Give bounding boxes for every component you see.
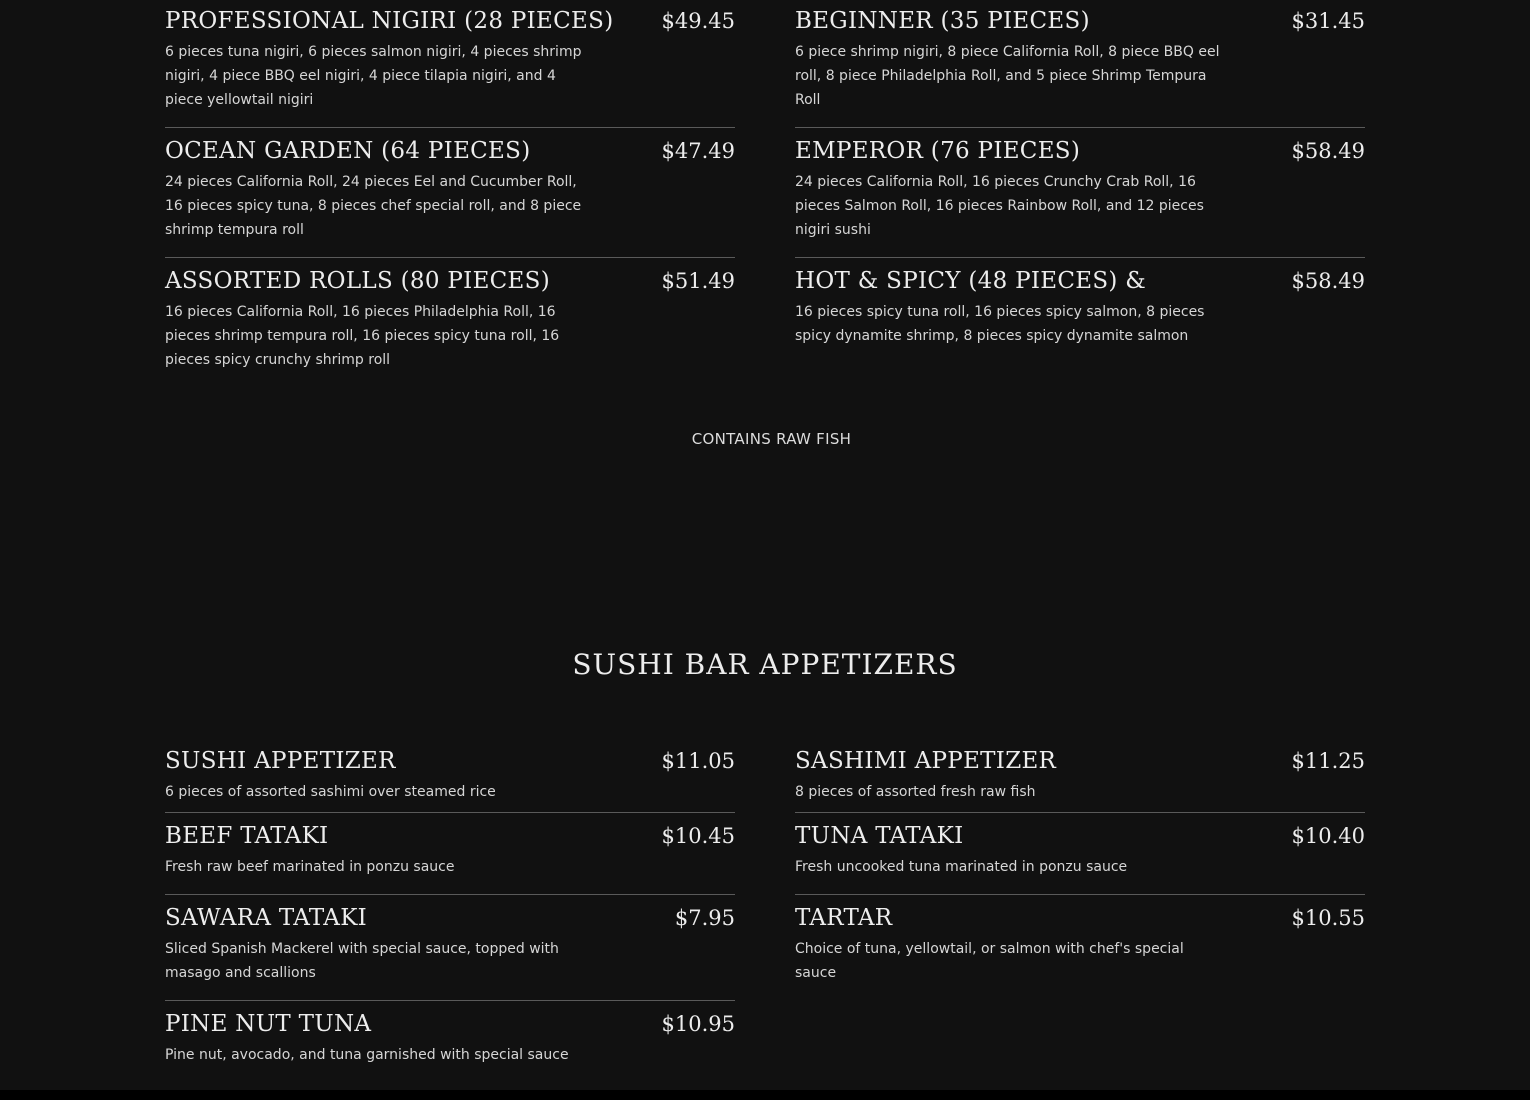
item-name: HOT & SPICY (48 PIECES) & <box>795 268 1147 294</box>
section-title: SUSHI BAR APPETIZERS <box>572 648 958 681</box>
item-description: 24 pieces California Roll, 24 pieces Eel and Cucumber Roll, 16 pieces spicy tuna, 8 pieces chef special roll, and 8 piece shrimp tempura roll <box>165 174 582 238</box>
footer-bar <box>0 1090 1530 1100</box>
item-price: $31.45 <box>1291 9 1365 33</box>
menu-item <box>165 0 735 128</box>
item-name: PROFESSIONAL NIGIRI (28 PIECES) <box>165 8 614 34</box>
item-name: TARTAR <box>795 905 893 931</box>
item-price: $58.49 <box>1291 139 1365 163</box>
item-name: TUNA TATAKI <box>795 823 964 849</box>
item-description: Fresh raw beef marinated in ponzu sauce <box>165 859 455 875</box>
item-description: 6 pieces tuna nigiri, 6 pieces salmon nigiri, 4 pieces shrimp nigiri, 4 piece BBQ eel nigiri, 4 piece tilapia nigiri, and 4 piece yellowtail nigiri <box>165 44 582 108</box>
combo-column-left <box>165 0 735 372</box>
menu-item <box>165 813 735 895</box>
item-price: $49.45 <box>661 9 735 33</box>
item-price: $58.49 <box>1291 269 1365 293</box>
item-name: SASHIMI APPETIZER <box>795 748 1057 774</box>
item-price: $47.49 <box>661 139 735 163</box>
item-name: BEGINNER (35 PIECES) <box>795 8 1090 34</box>
menu-item <box>165 1001 735 1067</box>
item-price: $10.55 <box>1291 906 1365 930</box>
appetizer-column-right <box>795 738 1365 985</box>
appetizer-column-left <box>165 738 735 1067</box>
item-description: Choice of tuna, yellowtail, or salmon with chef's special sauce <box>795 941 1184 981</box>
menu-item <box>795 895 1365 985</box>
item-description: Sliced Spanish Mackerel with special sauce, topped with masago and scallions <box>165 941 559 981</box>
item-price: $10.40 <box>1291 824 1365 848</box>
item-name: SUSHI APPETIZER <box>165 748 396 774</box>
item-price: $51.49 <box>661 269 735 293</box>
item-description: 16 pieces California Roll, 16 pieces Philadelphia Roll, 16 pieces shrimp tempura roll, 16 pieces spicy tuna roll, 16 pieces spicy crunchy shrimp roll <box>165 304 560 368</box>
item-description: Pine nut, avocado, and tuna garnished with special sauce <box>165 1047 569 1063</box>
menu-item <box>165 895 735 1001</box>
item-description: Fresh uncooked tuna marinated in ponzu sauce <box>795 859 1128 875</box>
item-description: 16 pieces spicy tuna roll, 16 pieces spicy salmon, 8 pieces spicy dynamite shrimp, 8 pieces spicy dynamite salmon <box>795 304 1205 344</box>
item-name: PINE NUT TUNA <box>165 1011 372 1037</box>
item-name: EMPEROR (76 PIECES) <box>795 138 1081 164</box>
menu-item <box>795 128 1365 258</box>
menu-item <box>795 813 1365 895</box>
item-description: 8 pieces of assorted fresh raw fish <box>795 784 1036 800</box>
item-description: 24 pieces California Roll, 16 pieces Crunchy Crab Roll, 16 pieces Salmon Roll, 16 pieces Rainbow Roll, and 12 pieces nigiri sushi <box>795 174 1204 238</box>
menu-item <box>795 0 1365 128</box>
item-description: 6 piece shrimp nigiri, 8 piece California Roll, 8 piece BBQ eel roll, 8 piece Philadelphia Roll, and 5 piece Shrimp Tempura Roll <box>795 44 1220 108</box>
menu-item <box>795 258 1365 348</box>
item-price: $11.25 <box>1291 749 1365 773</box>
combo-column-right <box>795 0 1365 348</box>
menu-item <box>795 738 1365 813</box>
item-name: OCEAN GARDEN (64 PIECES) <box>165 138 531 164</box>
item-description: 6 pieces of assorted sashimi over steamed rice <box>165 784 496 800</box>
item-price: $10.95 <box>661 1012 735 1036</box>
menu-item <box>165 738 735 813</box>
item-name: SAWARA TATAKI <box>165 905 368 931</box>
raw-fish-note: CONTAINS RAW FISH <box>691 430 852 448</box>
item-name: ASSORTED ROLLS (80 PIECES) <box>165 268 550 294</box>
item-price: $10.45 <box>661 824 735 848</box>
menu-item <box>165 128 735 258</box>
item-price: $7.95 <box>674 906 735 930</box>
item-name: BEEF TATAKI <box>165 823 329 849</box>
menu-item <box>165 258 735 372</box>
item-price: $11.05 <box>661 749 735 773</box>
